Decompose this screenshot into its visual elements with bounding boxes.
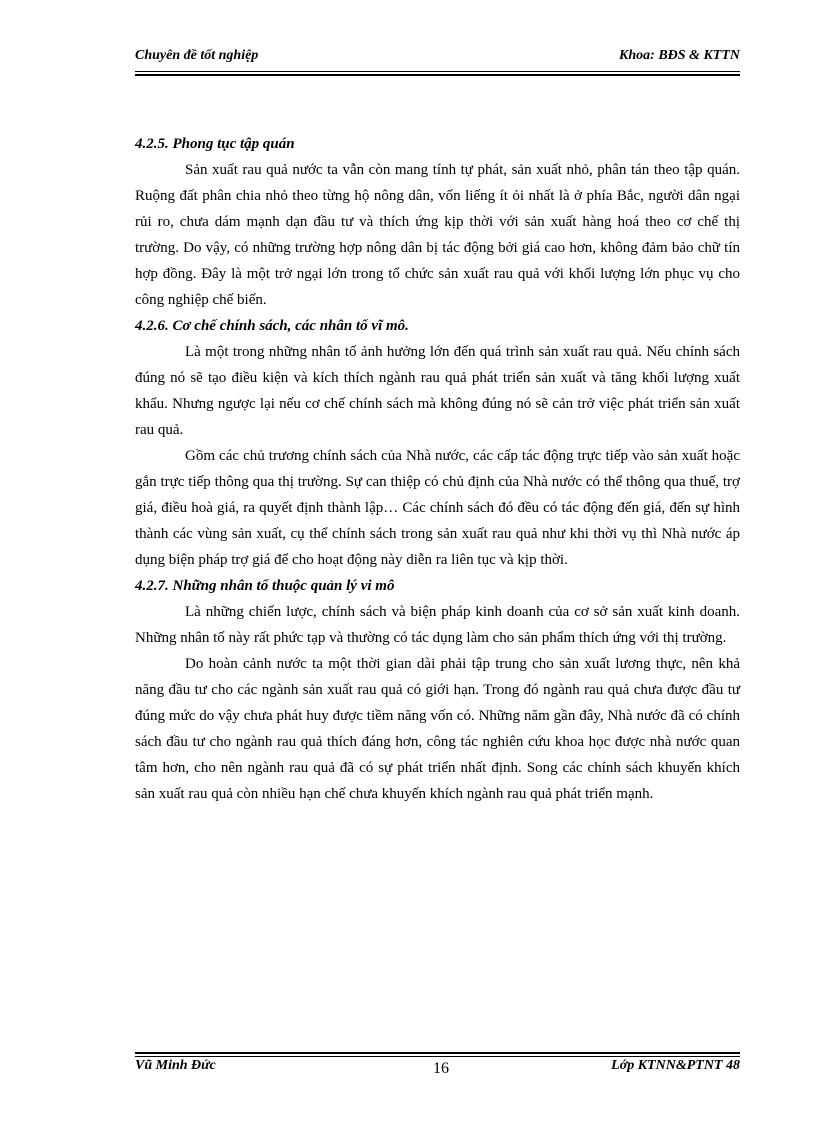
footer-rule: [135, 1052, 740, 1057]
section-4-2-6: [135, 313, 740, 573]
footer-class-label: Lớp KTNN&PTNT 48: [611, 1058, 740, 1073]
document-body: [135, 131, 740, 807]
paragraph: Sản xuất rau quả nước ta vẫn còn mang tính tự phát, sản xuất nhỏ, phân tán theo tập quán. Ruộng đất phân chia nhỏ theo từng hộ nông dân, vốn liếng ít ỏi nhất là ở phía Bắc, người dân ngại rủi ro, chưa dám mạnh dạn đầu tư và thích ứng kịp thời với sản xuất hàng hoá theo cơ chế thị trường. Do vậy, có những trường hợp nông dân bị tác động bởi giá cao hơn, không đảm bảo chữ tín hợp đồng. Đây là một trở ngại lớn trong tổ chức sản xuất rau quả với khối lượng lớn phục vụ cho công nghiệp chế biến.: [135, 162, 740, 308]
page-header: [135, 48, 740, 64]
header-thesis-label: Chuyên đề tốt nghiệp: [135, 48, 259, 63]
section-heading: 4.2.7. Những nhân tố thuộc quản lý vi mô: [135, 578, 395, 594]
paragraph: Là những chiến lược, chính sách và biện pháp kinh doanh của cơ sở sản xuất kinh doanh. Những nhân tố này rất phức tạp và thường có tác dụng làm cho sản phẩm thích ứng với thị trường.: [135, 604, 740, 646]
paragraph: Gồm các chủ trương chính sách của Nhà nước, các cấp tác động trực tiếp vào sản xuất hoặc gắn trực tiếp thông qua thị trường. Sự can thiệp có chủ định của Nhà nước có thể thông qua thuế, trợ giá, điều hoà giá, ra quyết định thành lập… Các chính sách đó đều có tác động đến giá, đến sự hình thành các vùng sản xuất, cụ thể chính sách trong sản xuất rau quả như khi thời vụ thì Nhà nước áp dụng biện pháp trợ giá để cho hoạt động này diễn ra liên tục và kịp thời.: [135, 448, 740, 568]
section-heading: 4.2.6. Cơ chế chính sách, các nhân tố vĩ mô.: [135, 318, 409, 334]
header-faculty-label: Khoa: BĐS & KTTN: [619, 48, 740, 63]
page-footer: [135, 1058, 740, 1080]
section-4-2-5: [135, 131, 740, 313]
page-number: 16: [433, 1060, 449, 1077]
paragraph: Do hoàn cảnh nước ta một thời gian dài phải tập trung cho sản xuất lương thực, nên khả năng đầu tư cho các ngành sản xuất rau quả có giới hạn. Trong đó ngành rau quả chưa được đầu tư đúng mức do vậy chưa phát huy được tiềm năng vốn có. Những năm gần đây, Nhà nước đã có chính sách đầu tư cho ngành rau quả thích đáng hơn, công tác nghiên cứu khoa học được nhà nước quan tâm hơn, cho nên ngành rau quả đã có sự phát triển nhất định. Song các chính sách khuyến khích sản xuất rau quả còn nhiều hạn chế chưa khuyến khích ngành rau quả phát triển mạnh.: [135, 656, 740, 802]
header-rule: [135, 71, 740, 76]
section-heading: 4.2.5. Phong tục tập quán: [135, 136, 295, 152]
paragraph: Là một trong những nhân tố ảnh hưởng lớn đến quá trình sản xuất rau quả. Nếu chính sách đúng nó sẽ tạo điều kiện và kích thích ngành rau quả phát triển sản xuất và tăng khối lượng xuất khẩu. Nhưng ngược lại nếu cơ chế chính sách mà không đúng nó sẽ cản trở việc phát triển sản xuất rau quả.: [135, 344, 740, 438]
footer-author: Vũ Minh Đức: [135, 1058, 216, 1073]
section-4-2-7: [135, 573, 740, 807]
